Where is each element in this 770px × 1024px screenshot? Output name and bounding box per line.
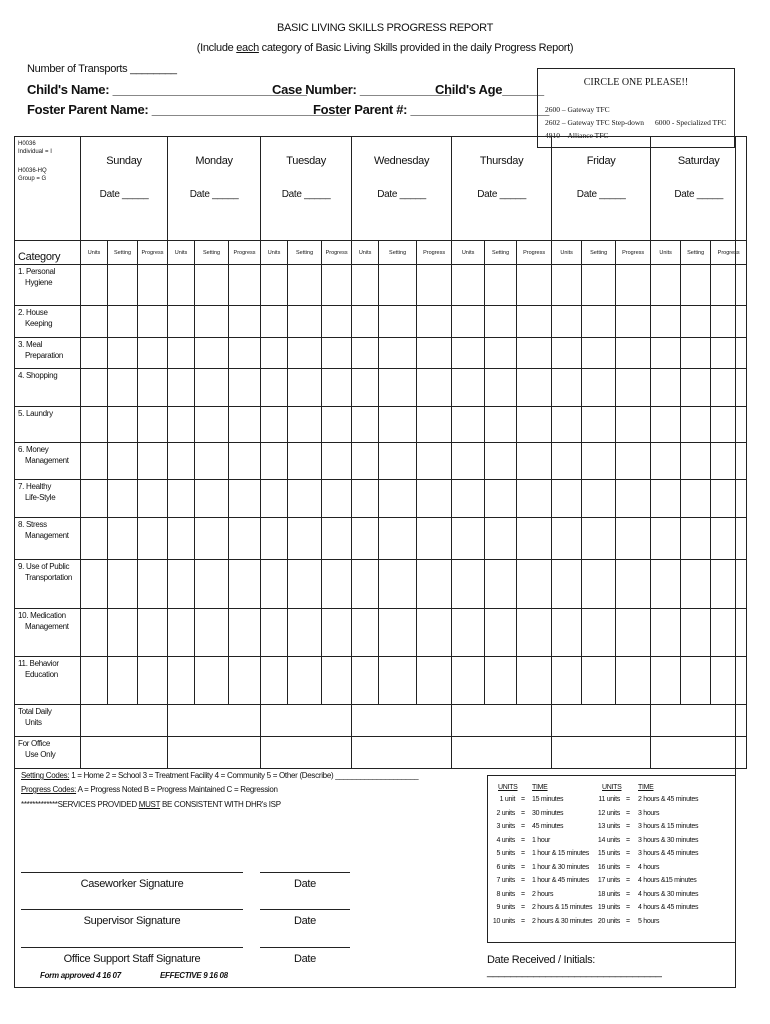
subheader-setting: Setting (681, 241, 711, 265)
day-name: Wednesday (373, 155, 430, 167)
subheader-progress: Progress (417, 241, 452, 265)
subheader-progress: Progress (229, 241, 261, 265)
caseworker-date-label: Date (293, 878, 317, 890)
equals-sign: = (626, 836, 630, 844)
category-name-cont: Education (25, 669, 58, 679)
units-value: 6 units (496, 863, 515, 871)
time-value: 1 hour (532, 836, 551, 844)
supervisor-signature-label: Supervisor Signature (83, 915, 181, 927)
units-value: 18 units (597, 890, 620, 898)
units-value: 19 units (597, 904, 620, 911)
category-name-cont: Life-Style (25, 492, 56, 502)
day-name: Friday (586, 155, 616, 167)
category-name: 10. Medication (18, 611, 66, 620)
time-value: 2 hours (532, 890, 554, 898)
subheader-units: Units (452, 241, 485, 265)
category-name-cont: Use Only (25, 749, 56, 759)
time-value: 3 hours (638, 809, 660, 817)
time-value: 4 hours & 30 minutes (638, 890, 699, 898)
services-note-pre: *************SERVICES PROVIDED (21, 800, 139, 809)
subheader-setting: Setting (582, 241, 616, 265)
subheader-units: Units (261, 241, 288, 265)
category-name: 5. Laundry (18, 409, 53, 418)
day-name: Saturday (677, 155, 720, 167)
equals-sign: = (626, 823, 630, 830)
office-date-label: Date (293, 953, 317, 965)
form-border (14, 136, 736, 988)
time-value: 2 hours & 15 minutes (532, 904, 593, 911)
equals-sign: = (626, 890, 630, 898)
category-name: 9. Use of Public (18, 562, 70, 571)
code-h0036: H0036 (18, 141, 36, 147)
form-approved: Form approved 4 16 07 (40, 971, 121, 980)
date-field[interactable]: Date _____ (281, 189, 331, 200)
subtitle-pre: (Include (196, 42, 237, 54)
subtitle-each: each (236, 42, 259, 54)
case-number-field[interactable]: Case Number: _____________ (272, 82, 450, 97)
date-field[interactable]: Date _____ (477, 189, 526, 200)
units-value: 11 units (598, 796, 620, 803)
units-header: UNITS (602, 784, 622, 791)
equals-sign: = (626, 877, 630, 884)
time-value: 45 minutes (532, 823, 564, 830)
date-received-field[interactable]: Date Received / Initials: ______________________________ (487, 954, 662, 978)
supervisor-date-label: Date (293, 915, 317, 927)
subheader-progress: Progress (616, 241, 651, 265)
units-value: 7 units (496, 877, 515, 884)
equals-sign: = (626, 796, 630, 803)
equals-sign: = (626, 850, 630, 857)
code-h0036-hq: H0036-HQ (18, 167, 47, 174)
time-value: 1 hour & 30 minutes (532, 863, 589, 871)
time-value: 4 hours & 45 minutes (638, 904, 699, 911)
subheader-units: Units (81, 241, 108, 265)
category-name-cont: Management (25, 455, 69, 465)
category-name-cont: Management (25, 621, 69, 631)
subheader-setting: Setting (108, 241, 138, 265)
effective-date: EFFECTIVE 9 16 08 (160, 971, 228, 980)
subheader-units: Units (552, 241, 582, 265)
subheader-units: Units (352, 241, 379, 265)
time-value: 15 minutes (532, 796, 564, 803)
time-value: 5 hours (638, 917, 660, 925)
category-name: 7. Healthy (18, 482, 52, 491)
units-header: UNITS (498, 784, 518, 791)
category-name-cont: Units (25, 717, 42, 727)
subheader-progress: Progress (711, 241, 747, 265)
category-name-cont: Preparation (25, 350, 64, 360)
equals-sign: = (626, 809, 630, 817)
caseworker-signature-label: Caseworker Signature (80, 878, 184, 890)
units-value: 12 units (597, 809, 620, 817)
subheader-setting: Setting (195, 241, 229, 265)
equals-sign: = (521, 809, 525, 817)
program-option-2600[interactable]: 2600 – Gateway TFC (545, 105, 610, 114)
equals-sign: = (521, 917, 525, 925)
setting-codes-label: Setting Codes: (21, 771, 70, 780)
units-value: 16 units (597, 863, 620, 871)
services-note-must: MUST (138, 800, 161, 809)
subheader-units: Units (651, 241, 681, 265)
category-name: 1. Personal (18, 267, 56, 276)
category-name-cont: Keeping (25, 318, 53, 328)
report-subtitle (0, 42, 770, 54)
units-value: 10 units (492, 917, 515, 925)
time-value: 3 hours & 45 minutes (638, 850, 699, 857)
date-field[interactable]: Date _____ (576, 189, 626, 200)
units-value: 9 units (496, 904, 515, 911)
units-value: 1 unit (499, 796, 515, 803)
date-field[interactable]: Date _____ (377, 189, 426, 200)
office-signature-label: Office Support Staff Signature (63, 953, 201, 965)
day-name: Monday (195, 155, 233, 167)
time-header: TIME (532, 784, 548, 791)
equals-sign: = (521, 823, 525, 830)
program-option-4910[interactable]: 4910—Alliance TFC (545, 131, 609, 140)
equals-sign: = (521, 863, 525, 871)
day-name: Sunday (106, 155, 142, 167)
category-name: 11. Behavior (18, 659, 59, 668)
time-header: TIME (638, 784, 654, 791)
units-value: 20 units (597, 917, 620, 925)
time-value: 3 hours & 15 minutes (638, 823, 699, 830)
equals-sign: = (521, 877, 525, 884)
units-value: 5 units (496, 850, 515, 857)
subheader-progress: Progress (138, 241, 168, 265)
category-header: Category (15, 241, 81, 265)
equals-sign: = (521, 890, 525, 898)
report-title: BASIC LIVING SKILLS PROGRESS REPORT (276, 22, 494, 34)
day-name: Tuesday (286, 155, 326, 167)
category-name: 3. Meal (18, 340, 43, 349)
time-value: 2 hours & 30 minutes (532, 917, 593, 925)
subheader-setting: Setting (379, 241, 417, 265)
category-name: For Office (18, 739, 50, 748)
date-field[interactable]: Date _____ (99, 189, 149, 200)
category-name-cont: Management (25, 530, 69, 540)
subheader-progress: Progress (517, 241, 552, 265)
subheader-units: Units (168, 241, 195, 265)
equals-sign: = (626, 904, 630, 911)
foster-parent-number-field[interactable]: Foster Parent #: ____________________ (313, 102, 550, 117)
category-name: 6. Money (18, 445, 49, 454)
units-value: 17 units (597, 877, 620, 884)
circle-one-title: CIRCLE ONE PLEASE!! (583, 77, 689, 88)
time-value: 4 hours &15 minutes (638, 877, 697, 884)
category-name-cont: Transportation (25, 572, 73, 582)
equals-sign: = (521, 796, 525, 803)
time-value: 3 hours & 30 minutes (638, 836, 699, 844)
program-option-6000[interactable]: 6000 - Specialized TFC (655, 118, 727, 127)
units-value: 3 units (496, 823, 515, 830)
equals-sign: = (521, 836, 525, 844)
units-value: 8 units (496, 890, 515, 898)
subheader-setting: Setting (288, 241, 322, 265)
foster-parent-name-field[interactable]: Foster Parent Name: ____________________________ (27, 102, 346, 117)
date-field[interactable]: Date _____ (674, 189, 724, 200)
time-value: 4 hours (638, 863, 660, 871)
program-option-2602[interactable]: 2602 – Gateway TFC Step-down (545, 118, 645, 127)
subtitle-post: category of Basic Living Skills provided in the daily Progress Report) (258, 42, 574, 54)
subheader-progress: Progress (322, 241, 352, 265)
units-value: 2 units (496, 809, 515, 817)
equals-sign: = (626, 917, 630, 925)
transports-field[interactable]: Number of Transports ________ (27, 63, 177, 75)
time-value: 1 hour & 15 minutes (532, 850, 589, 857)
category-name: 2. House (18, 308, 48, 317)
day-name: Thursday (479, 155, 524, 167)
childs-age-field[interactable]: Child's Age______ (435, 82, 544, 97)
time-value: 30 minutes (532, 809, 564, 817)
units-value: 13 units (597, 823, 620, 830)
category-name: Total Daily (18, 707, 52, 716)
units-value: 15 units (597, 850, 620, 857)
units-value: 14 units (597, 836, 620, 844)
category-name-cont: Hygiene (25, 277, 53, 287)
date-field[interactable]: Date _____ (189, 189, 239, 200)
services-note-post: BE CONSISTENT WITH DHR's ISP (160, 800, 281, 809)
equals-sign: = (521, 904, 525, 911)
equals-sign: = (521, 850, 525, 857)
progress-codes-label: Progress Codes: (21, 785, 77, 794)
time-value: 2 hours & 45 minutes (638, 796, 699, 803)
time-value: 1 hour & 45 minutes (532, 877, 589, 884)
code-group: Group = G (18, 176, 47, 183)
units-value: 4 units (496, 836, 515, 844)
progress-codes-text: A = Progress Noted B = Progress Maintained C = Regression (76, 785, 278, 794)
child-name-field[interactable]: Child's Name: ____________________________ (27, 82, 307, 97)
category-name: 8. Stress (18, 520, 47, 529)
category-name: 4. Shopping (18, 371, 58, 380)
equals-sign: = (626, 863, 630, 871)
subheader-setting: Setting (485, 241, 517, 265)
code-individual: Individual = I (18, 149, 52, 156)
setting-codes-text: 1 = Home 2 = School 3 = Treatment Facility 4 = Community 5 = Other (Describe) ____________________ (69, 771, 419, 780)
